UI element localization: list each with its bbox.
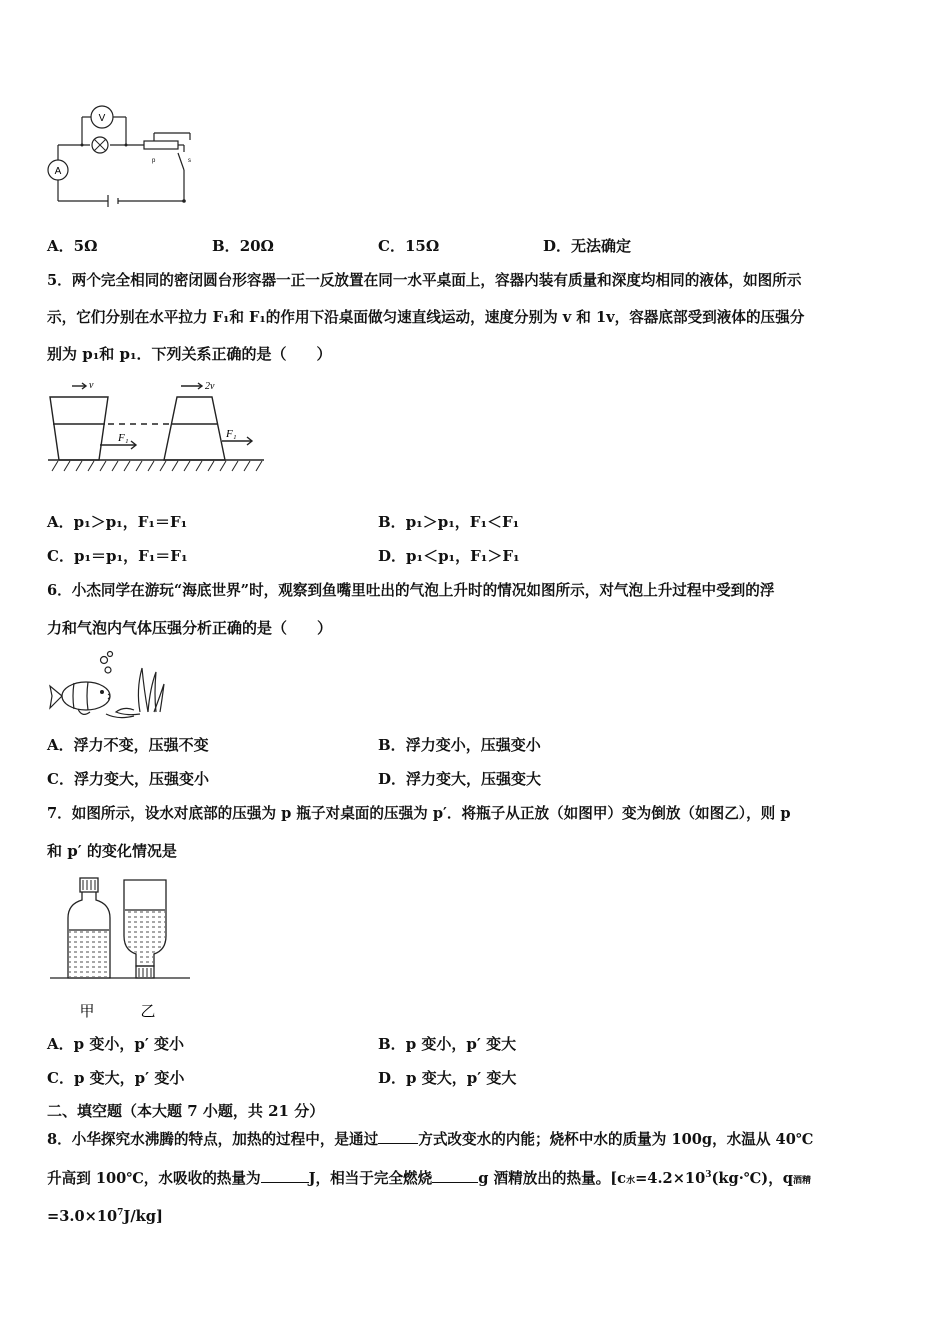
switch-label: s [188,158,191,164]
q8-c-subscript: 水 [626,1175,636,1186]
q7-option-c[interactable] [47,1068,184,1088]
option-letter: A． [47,513,74,531]
option-letter: C． [47,770,74,788]
option-text: 5Ω [73,237,98,255]
q7-option-b[interactable] [378,1034,516,1054]
q4-option-c[interactable] [378,236,439,256]
q6-stem-line1: 6．小杰同学在游玩“海底世界”时，观察到鱼嘴里吐出的气泡上升时的情况如图所示，对气泡上升过程中受到的浮 [47,582,775,599]
option-text: 浮力不变，压强不变 [73,736,209,754]
option-letter: D． [378,547,407,565]
ammeter-label: A [54,166,62,177]
q5-option-d[interactable] [378,546,520,566]
option-letter: C． [378,237,405,255]
q6-option-b[interactable] [378,735,541,755]
velocity-label-right: 2v [205,381,215,392]
section-heading: 二、填空题（本大题 7 小题，共 21 分） [47,1102,325,1120]
option-letter: B． [378,1035,406,1053]
q6-option-c[interactable] [47,769,209,789]
q8-c-value: =4.2×10 [635,1169,706,1187]
force-label-left: F₁ [118,432,129,444]
option-letter: A． [47,736,74,754]
q8-text-2: 方式改变水的内能；烧杯中水的质量为 100g，水温从 40℃ [418,1131,814,1148]
option-text: p 变小，p′ 变小 [73,1035,185,1053]
q5-option-c[interactable] [47,546,188,566]
q8-stem-line3 [47,1203,163,1227]
q7-option-d[interactable] [378,1068,516,1088]
q8-c-unit: (kg·℃)，q [711,1169,793,1187]
q5-stem-line1: 5．两个完全相同的密闭圆台形容器一正一反放置在同一水平桌面上，容器内装有质量和深度均相同的液体，如图所示 [47,272,802,289]
option-text: 20Ω [239,237,274,255]
q6-option-a[interactable] [47,735,209,755]
q7-option-a[interactable] [47,1034,184,1054]
option-letter: A． [47,237,74,255]
q8-q-subscript: 酒精 [793,1175,812,1186]
option-letter: A． [47,1035,74,1053]
option-letter: D． [378,1069,407,1087]
bottle-label-right: 乙 [140,1002,156,1020]
rheostat-label: p [152,158,156,164]
q5-option-b[interactable] [378,512,519,532]
fish-bubbles-figure [44,650,174,722]
q4-option-a[interactable] [47,236,97,256]
q8-text-1: 8．小华探究水沸腾的特点，加热的过程中，是通过 [47,1131,379,1148]
q7-stem-line2: 和 p′ 的变化情况是 [47,842,177,860]
q8-stem-line1 [47,1128,813,1150]
containers-figure [44,375,269,480]
option-text: 15Ω [404,237,440,255]
q6-stem-line2: 力和气泡内气体压强分析正确的是（ ） [47,619,333,637]
q5-stem-line3: 别为 p₁和 p₁．下列关系正确的是（ ） [47,345,332,363]
option-text: 浮力变小，压强变小 [405,736,541,754]
q8-q-value: =3.0×10 [47,1207,118,1225]
option-text: p 变大，p′ 变小 [73,1069,185,1087]
option-letter: C． [47,1069,74,1087]
q8-c-exponent: 3 [705,1170,712,1180]
option-letter: B． [212,237,240,255]
option-letter: B． [378,736,406,754]
q8-q-unit: J/kg] [123,1207,163,1225]
option-text: 无法确定 [571,237,632,255]
q8-text-5: g 酒精放出的热量。[c [478,1169,627,1187]
q6-option-d[interactable] [378,769,541,789]
option-text: p 变小，p′ 变大 [405,1035,517,1053]
q8-text-4: J，相当于完全燃烧 [308,1169,433,1187]
force-label-right: F₁ [226,428,237,440]
bottles-figure [44,870,194,1022]
circuit-diagram [44,100,199,216]
q5-stem-line2: 示，它们分别在水平拉力 F₁和 F₁的作用下沿桌面做匀速直线运动，速度分别为 v 和 1v，容器底部受到液体的压强分 [47,309,805,326]
q7-stem-line1: 7．如图所示，设水对底部的压强为 p 瓶子对桌面的压强为 p′．将瓶子从正放（如图甲）变为倒放（如图乙），则 p [47,805,791,822]
q8-blank-3[interactable] [432,1167,478,1183]
option-letter: C． [47,547,74,565]
q5-option-a[interactable] [47,512,187,532]
option-text: p₁＞p₁，F₁＜F₁ [405,513,520,531]
q8-q-exponent: 7 [117,1208,124,1218]
option-letter: D． [543,237,572,255]
q8-text-3: 升高到 100℃，水吸收的热量为 [47,1169,261,1187]
option-text: p₁＝p₁，F₁＝F₁ [73,547,188,565]
option-text: p₁＜p₁，F₁＞F₁ [406,547,520,565]
option-text: p 变大，p′ 变大 [406,1069,517,1087]
option-letter: D． [378,770,407,788]
option-text: 浮力变大，压强变小 [73,770,209,788]
q4-option-b[interactable] [212,236,274,256]
option-text: p₁＞p₁，F₁＝F₁ [73,513,188,531]
q8-stem-line2 [47,1165,811,1191]
q4-option-d[interactable] [543,236,631,256]
q8-blank-1[interactable] [378,1128,418,1144]
option-letter: B． [378,513,406,531]
bottle-label-left: 甲 [79,1002,95,1020]
voltmeter-label: V [98,113,106,124]
q8-blank-2[interactable] [261,1167,309,1183]
option-text: 浮力变大，压强变大 [406,770,542,788]
velocity-label-left: v [89,380,94,391]
